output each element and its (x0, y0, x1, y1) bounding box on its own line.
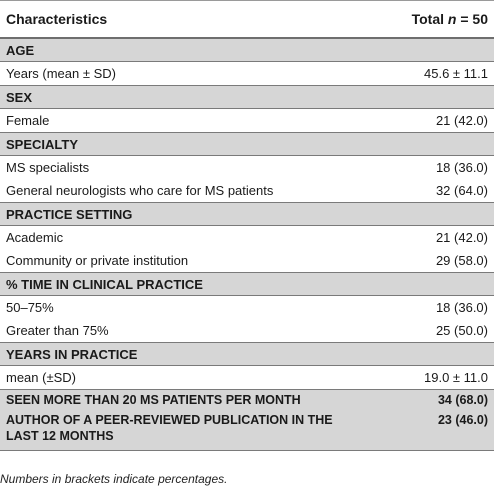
table-row: Academic 21 (42.0) (6, 230, 488, 245)
table-row: Community or private institution 29 (58.0) (6, 253, 488, 268)
table-row: Years (mean ± SD) 45.6 ± 11.1 (6, 66, 488, 81)
table-footnote: Numbers in brackets indicate percentages. (0, 472, 228, 486)
header-total: Total n = 50 (368, 1, 494, 39)
section-header-sex: SEX (0, 86, 494, 109)
section-header-years-in-practice: YEARS IN PRACTICE (0, 343, 494, 366)
summary-row-patients-per-month: SEEN MORE THAN 20 MS PATIENTS PER MONTH 34 (68.0) (0, 390, 494, 411)
header-characteristics: Characteristics (0, 1, 368, 39)
section-header-age: AGE (0, 38, 494, 62)
section-header-time-in-practice: % TIME IN CLINICAL PRACTICE (0, 273, 494, 296)
table-header-row (0, 1, 494, 39)
summary-row-publication: AUTHOR OF A PEER-REVIEWED PUBLICATION IN THE LAST 12 MONTHS 23 (46.0) (0, 410, 494, 451)
table-row: MS specialists 18 (36.0) (6, 160, 488, 175)
table-row: 50–75% 18 (36.0) (6, 300, 488, 315)
section-header-specialty: SPECIALTY (0, 133, 494, 156)
table-row: Greater than 75% 25 (50.0) (6, 323, 488, 338)
section-header-practice-setting: PRACTICE SETTING (0, 203, 494, 226)
table-row: mean (±SD) 19.0 ± 11.0 (6, 370, 488, 385)
table-row: General neurologists who care for MS patients 32 (64.0) (6, 183, 488, 198)
table-row: Female 21 (42.0) (6, 113, 488, 128)
